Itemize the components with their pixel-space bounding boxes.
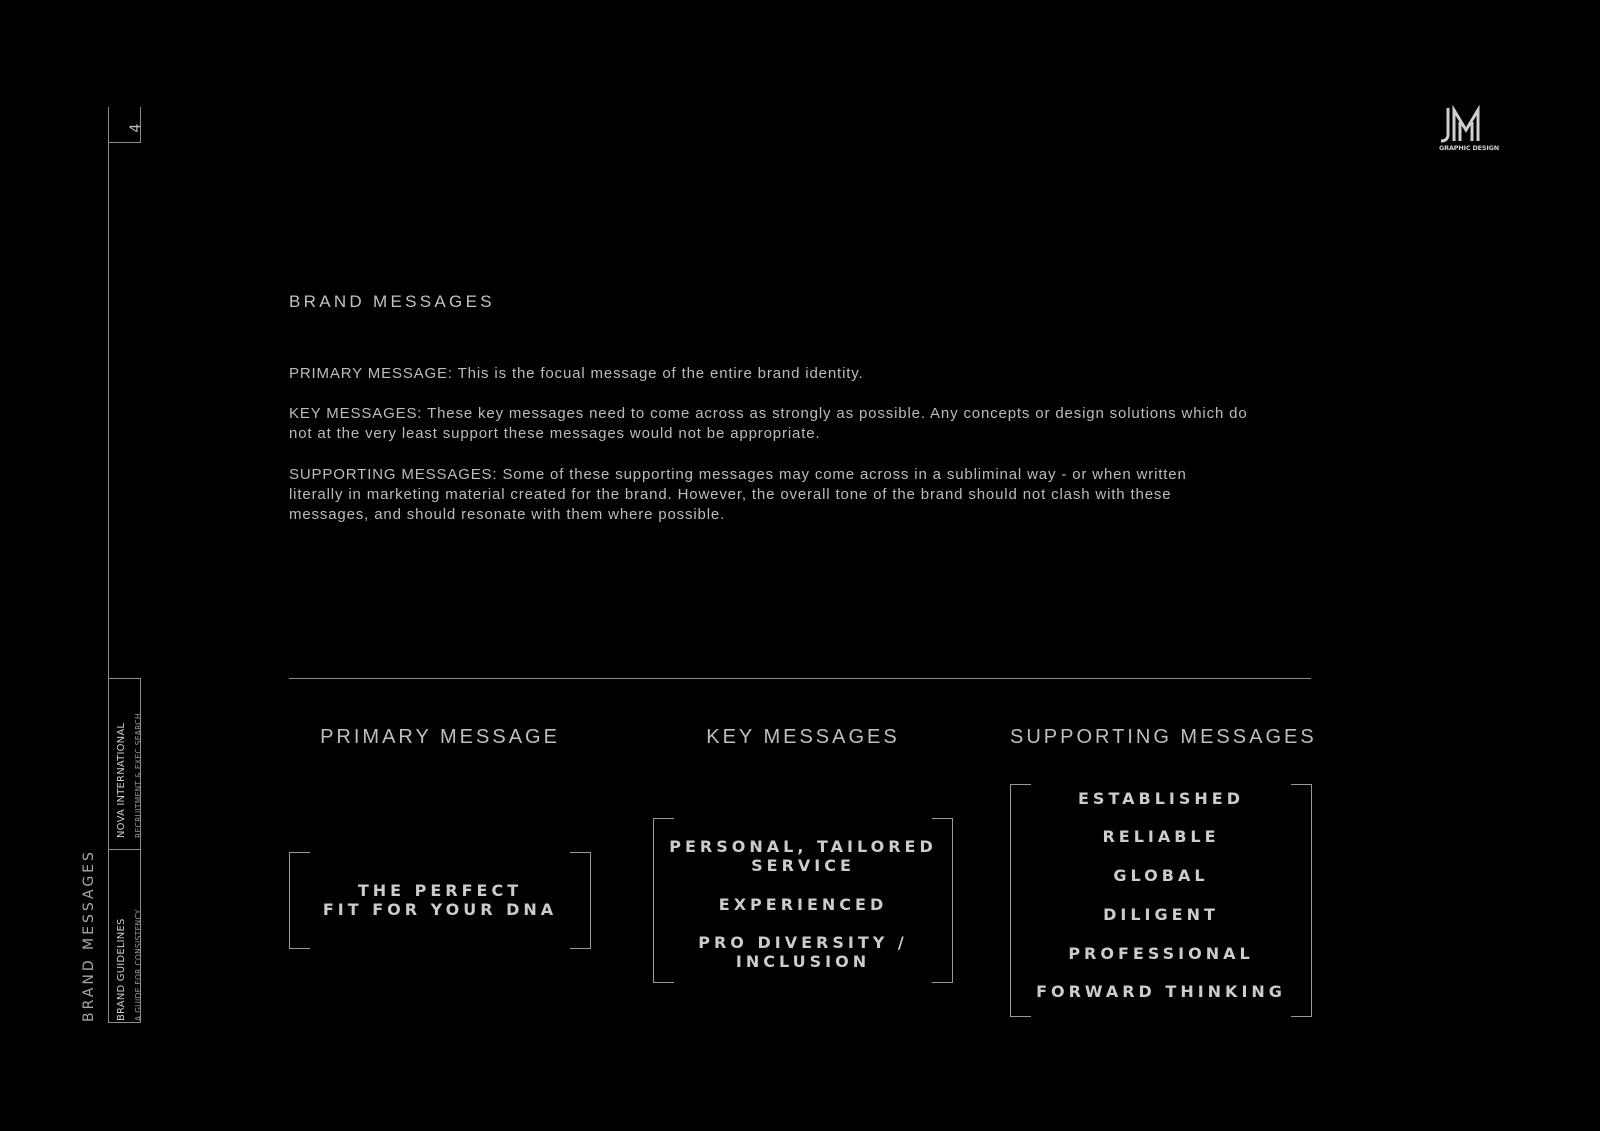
supporting-messages-box (1010, 784, 1312, 1017)
supporting-message-professional: PROFESSIONAL (1068, 944, 1254, 963)
sidebar-company-tagline: RECRUITMENT & EXEC SEARCH (134, 713, 143, 838)
primary-message-box (289, 852, 591, 949)
intro-key: KEY MESSAGES: These key messages need to come across as strongly as possible. Any concepts or design solutions which do not at the very least support these messages would not be appropriate. (289, 405, 1248, 442)
key-messages-box (653, 818, 953, 983)
sidebar-rule-middle (108, 678, 141, 679)
supporting-messages-heading: SUPPORTING MESSAGES (1010, 726, 1317, 748)
supporting-message-established: ESTABLISHED (1078, 789, 1244, 808)
sidebar-rule-mid-block (108, 849, 141, 850)
page-title: BRAND MESSAGES (289, 292, 495, 311)
key-message-diversity-line-2: INCLUSION (735, 952, 871, 971)
sidebar-rule-top (108, 142, 141, 143)
primary-message-heading: PRIMARY MESSAGE (320, 726, 560, 748)
logo-caption: GRAPHIC DESIGN (1439, 144, 1499, 152)
intro-supporting: SUPPORTING MESSAGES: Some of these supporting messages may come across in a subliminal way - or when written literally in marketing material created for the brand. However, the overall tone of the brand should not clash with these messages, and should resonate with them where possible. (289, 466, 1187, 523)
supporting-message-diligent: DILIGENT (1103, 905, 1219, 924)
primary-message-line-2: FIT FOR YOUR DNA (322, 900, 558, 919)
key-message-personal-line-2: SERVICE (751, 856, 855, 875)
section-divider (289, 678, 1311, 679)
sidebar-rule-vertical (108, 107, 109, 1023)
page-number: 4 (128, 123, 144, 133)
jm-graphic-design-logo (1438, 104, 1500, 154)
intro-primary: PRIMARY MESSAGE: This is the focual message of the entire brand identity. (289, 365, 864, 382)
supporting-message-global: GLOBAL (1113, 866, 1209, 885)
key-messages-heading: KEY MESSAGES (706, 726, 900, 748)
sidebar-section-label: BRAND MESSAGES (81, 849, 97, 1022)
key-message-personal-line-1: PERSONAL, TAILORED (669, 837, 937, 856)
primary-message-line-1: THE PERFECT (357, 881, 523, 900)
key-message-diversity-line-1: PRO DIVERSITY / (698, 933, 908, 952)
sidebar-doc-name: BRAND GUIDELINES (116, 918, 127, 1021)
sidebar-rule-bottom (108, 1022, 141, 1023)
jm-monogram-icon (1438, 104, 1500, 144)
supporting-message-forward-thinking: FORWARD THINKING (1036, 982, 1286, 1001)
supporting-message-reliable: RELIABLE (1102, 827, 1220, 846)
sidebar-company-name: NOVA INTERNATIONAL (116, 722, 127, 838)
key-message-experienced: EXPERIENCED (718, 895, 888, 914)
sidebar-doc-tagline: A GUIDE FOR CONSISTENCY (134, 909, 143, 1021)
